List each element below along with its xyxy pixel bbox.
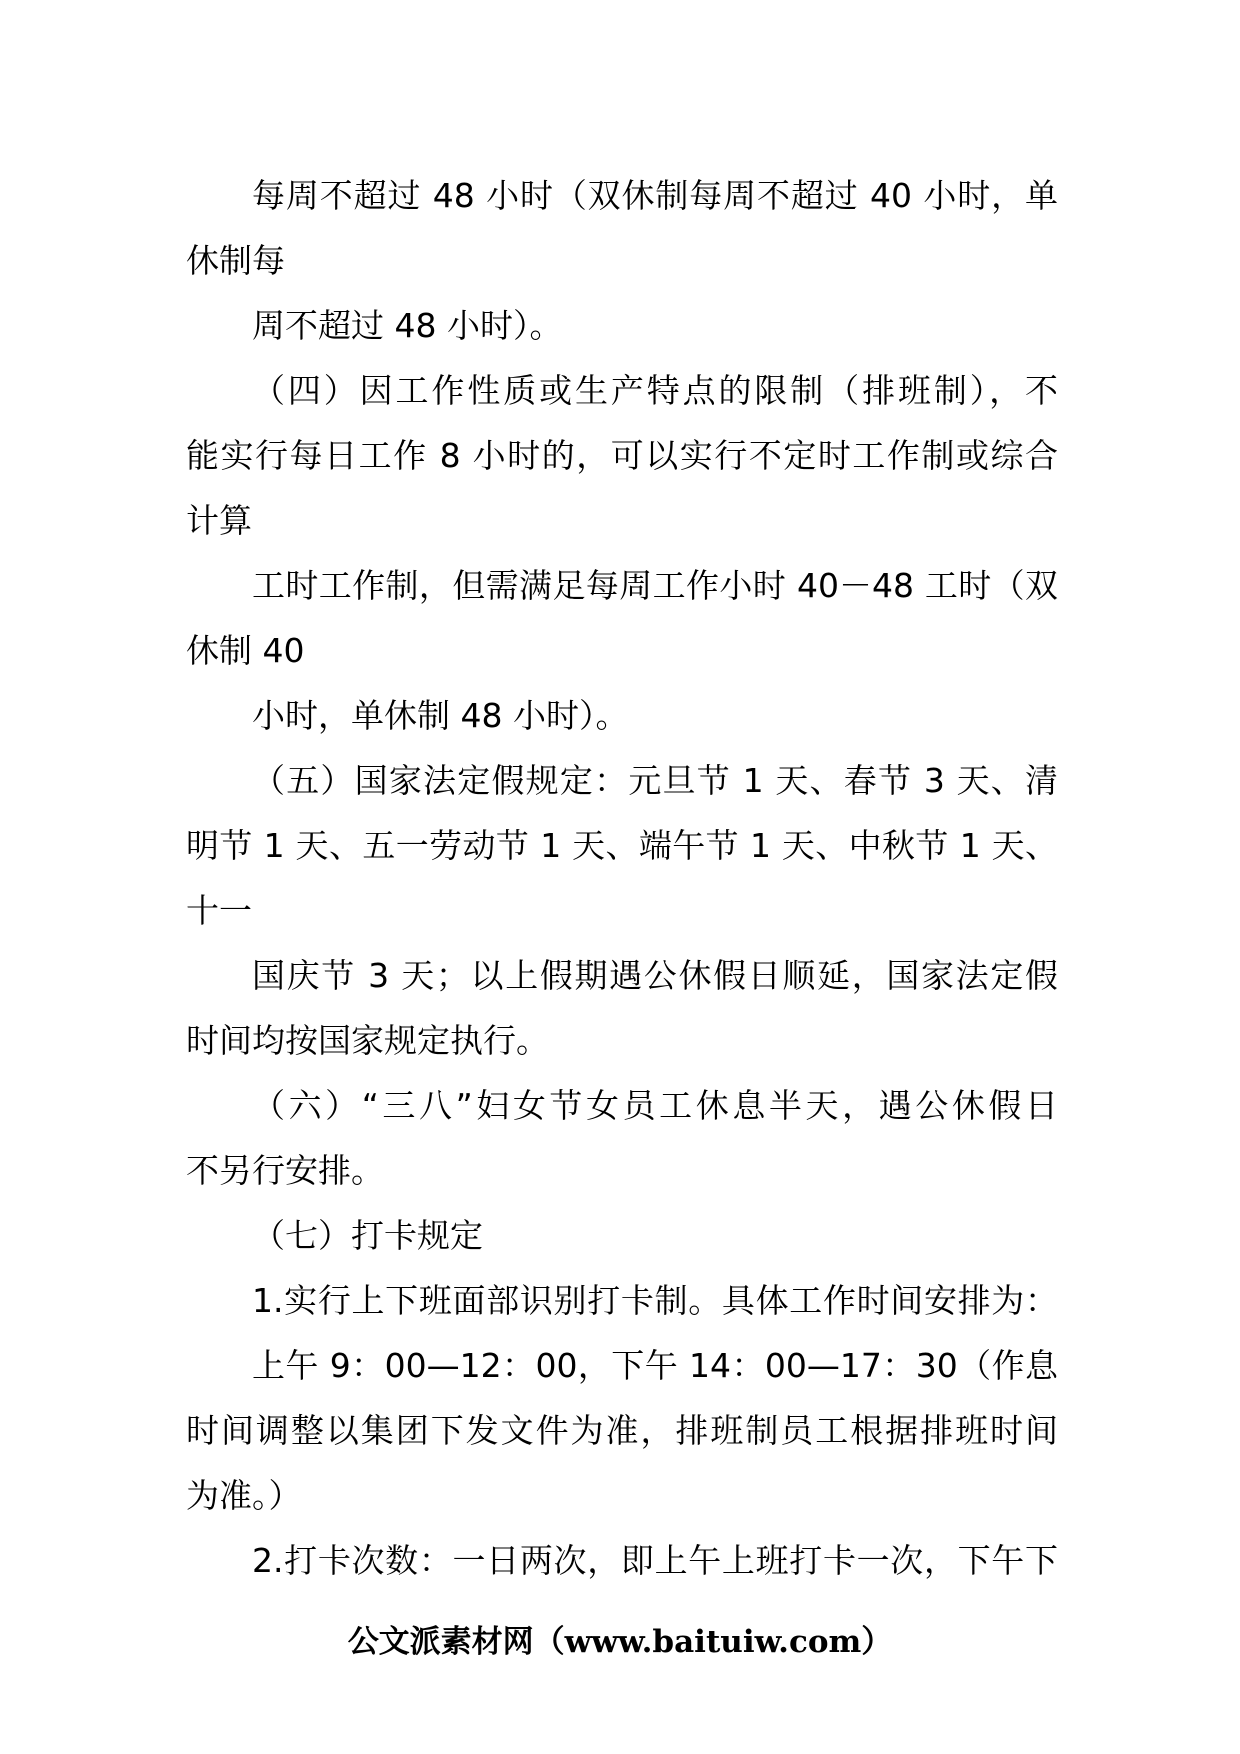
text-line: 能实行每日工作 8 小时的，可以实行不定时工作制或综合 [186, 436, 1058, 475]
text-line: 时间调整以集团下发文件为准，排班制员工根据排班时间 [186, 1411, 1058, 1450]
text-line: 小时，单休制 48 小时）。 [252, 696, 629, 735]
text-line: 2.打卡次数：一日两次，即上午上班打卡一次，下午下 [252, 1541, 1058, 1580]
text-line: 不另行安排。 [186, 1151, 384, 1190]
footer-watermark: 公文派素材网（www.baituiw.com） [347, 1624, 893, 1660]
text-line: （四）因工作性质或生产特点的限制（排班制），不 [252, 371, 1058, 410]
text-line: 休制 40 [186, 631, 305, 670]
text-line: （五）国家法定假规定：元旦节 1 天、春节 3 天、清 [252, 761, 1058, 800]
text-line: 周不超过 48 小时）。 [252, 306, 563, 345]
text-line: 明节 1 天、五一劳动节 1 天、端午节 1 天、中秋节 1 天、 [186, 826, 1058, 865]
document-body [186, 163, 1058, 1593]
text-line: 国庆节 3 天；以上假期遇公休假日顺延，国家法定假 [252, 956, 1058, 995]
text-line: 计算 [186, 501, 252, 540]
text-line: 1.实行上下班面部识别打卡制。具体工作时间安排为： [252, 1281, 1058, 1320]
text-line: 工时工作制，但需满足每周工作小时 40－48 工时（双 [252, 566, 1058, 605]
text-line: （七）打卡规定 [252, 1216, 483, 1255]
text-line: （六）“三八”妇女节女员工休息半天，遇公休假日 [252, 1086, 1058, 1125]
text-line: 每周不超过 48 小时（双休制每周不超过 40 小时，单 [252, 176, 1058, 215]
text-line: 时间均按国家规定执行。 [186, 1021, 549, 1060]
text-line: 休制每 [186, 241, 285, 280]
text-line: 十一 [186, 891, 252, 930]
text-line: 上午 9：00—12：00，下午 14：00—17：30（作息 [252, 1346, 1058, 1385]
text-line: 为准。） [186, 1476, 302, 1515]
